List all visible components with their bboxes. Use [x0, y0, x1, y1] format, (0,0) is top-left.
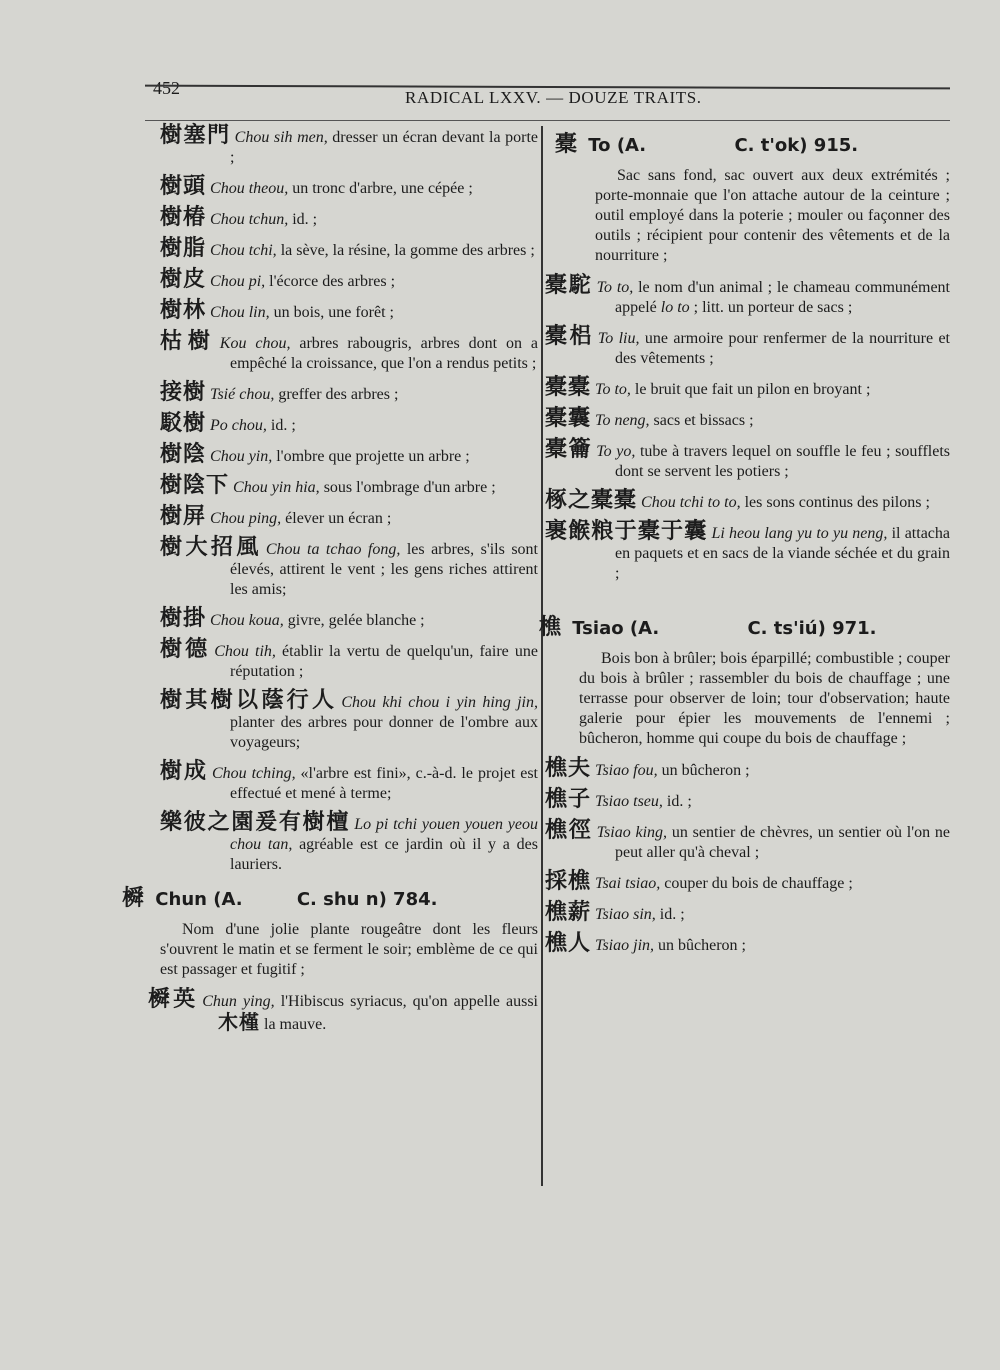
dictionary-entry	[545, 787, 950, 812]
dictionary-entry	[160, 473, 538, 498]
entry-hanzi: 樹塞門	[160, 123, 231, 148]
entry-romanization: To to,	[595, 381, 631, 398]
dictionary-entry	[160, 123, 539, 168]
entry-hanzi: 樹椿	[160, 205, 207, 230]
entry-text: les arbres, s'ils sont élevés, attirent le vent ; les gens riches attirent les amis;	[230, 541, 538, 598]
dictionary-entry	[160, 329, 538, 374]
entry-romanization: Chun ying,	[202, 993, 275, 1010]
dictionary-entry	[545, 931, 950, 956]
entry-hanzi: 橐駝	[545, 273, 593, 298]
dictionary-entry	[545, 488, 950, 513]
entry-text: le nom d'un animal ; le chameau communément appelé	[615, 279, 950, 316]
dictionary-entry	[160, 810, 538, 875]
entry-romanization: Tsiao jin,	[595, 937, 655, 954]
section-title: To (A.	[588, 135, 647, 156]
dictionary-entry	[160, 688, 538, 753]
entry-romanization: Chou ping,	[210, 510, 282, 527]
entry-text: greffer des arbres ;	[274, 386, 399, 403]
entry-text: ; litt. un porteur de sacs ;	[689, 299, 853, 316]
entry-romanization: Tsié chou,	[210, 386, 275, 403]
dictionary-entry	[160, 606, 538, 631]
entry-hanzi: 樹脂	[160, 236, 207, 261]
entry-romanization: Chou ta tchao fong,	[265, 541, 401, 558]
section-code: C. shu n) 784.	[296, 889, 438, 910]
entry-text: le bruit que fait un pilon en broyant ;	[630, 381, 871, 398]
entry-romanization: Kou chou,	[219, 335, 291, 352]
entry-inline-hanzi: 木槿	[218, 1010, 260, 1034]
dictionary-entry	[160, 411, 538, 436]
dictionary-entry	[160, 267, 538, 292]
entry-romanization: Chou yin hia,	[233, 479, 320, 496]
right-column	[539, 132, 950, 965]
dictionary-entry	[545, 437, 950, 482]
dictionary-entry	[160, 174, 538, 199]
entry-hanzi: 樵人	[545, 931, 592, 956]
entry-romanization: Chou yin,	[210, 448, 273, 465]
entry-hanzi: 樂彼之園爰有樹檀	[160, 810, 351, 835]
entry-hanzi: 接樹	[160, 380, 207, 405]
dictionary-entry	[160, 236, 538, 261]
radical-char: 橐	[555, 132, 579, 157]
dictionary-entry	[160, 380, 538, 405]
entry-text: id. ;	[655, 906, 685, 923]
entry-hanzi: 樵子	[545, 787, 592, 812]
entry-text: tube à travers lequel on souffle le feu ; soufflets dont se servent les potiers ;	[615, 443, 950, 480]
entry-romanization: Chou tchi to to,	[641, 494, 741, 511]
entry-hanzi: 樹陰下	[160, 473, 230, 498]
entry-hanzi: 採樵	[545, 869, 592, 894]
entry-romanization: To neng,	[595, 412, 650, 429]
entry-hanzi: 橓英	[148, 987, 199, 1012]
entry-romanization: Li heou lang yu to yu neng,	[711, 525, 888, 542]
header-rule-lower	[145, 120, 950, 121]
entry-text: la sève, la résine, la gomme des arbres ;	[276, 242, 535, 259]
dictionary-entry	[160, 637, 538, 682]
entry-romanization: To yo,	[596, 443, 636, 460]
page-number: 452	[153, 78, 180, 98]
entry-text: établir la vertu de quelqu'un, faire une réputation ;	[230, 643, 538, 680]
entry-text: planter des arbres pour donner de l'ombre aux voyageurs;	[230, 714, 538, 751]
dictionary-entry	[545, 818, 950, 863]
section-title: Chun (A.	[155, 889, 243, 910]
entry-text: l'Hibiscus syriacus, qu'on appelle aussi	[274, 993, 538, 1010]
entry-hanzi: 樹其樹以蔭行人	[160, 688, 338, 713]
dictionary-entry	[545, 519, 950, 584]
entry-romanization: Chou sih men,	[234, 129, 328, 146]
entry-hanzi: 樹林	[160, 298, 207, 323]
radical-char: 橓	[122, 886, 146, 911]
entry-text: «l'arbre est fini», c.-à-d. le projet est effectué et mené à terme;	[230, 765, 538, 802]
entry-text: un bûcheron ;	[657, 762, 750, 779]
entry-romanization: Chou pi,	[210, 273, 266, 290]
entry-text: l'écorce des arbres ;	[265, 273, 396, 290]
dictionary-entry	[160, 759, 538, 804]
section-code: C. t'ok) 915.	[734, 135, 859, 156]
dictionary-entry	[545, 900, 950, 925]
entry-text: un bûcheron ;	[654, 937, 746, 954]
dictionary-entry	[160, 442, 538, 467]
dictionary-entry	[160, 504, 538, 529]
running-title: RADICAL LXXV. — DOUZE TRAITS.	[405, 88, 702, 107]
entry-romanization: Tsiao sin,	[595, 906, 656, 923]
entry-romanization: Chou tih,	[214, 643, 276, 660]
radical-char: 樵	[539, 615, 563, 640]
column-divider	[541, 126, 543, 1186]
entry-romanization: Tsiao tseu,	[595, 793, 663, 810]
entry-text: un bois, une forêt ;	[269, 304, 394, 321]
entry-hanzi: 樹頭	[160, 174, 207, 199]
entry-romanization: Po chou,	[210, 417, 267, 434]
entry-text: arbres rabougris, arbres dont on a empêché la croissance, que l'on a rendus petits ;	[230, 335, 538, 372]
entry-romanization: To to,	[596, 279, 634, 296]
entry-hanzi: 樹掛	[160, 606, 207, 631]
entry-hanzi: 樵薪	[545, 900, 592, 925]
entry-romanization: Chou lin,	[210, 304, 270, 321]
entry-hanzi: 椓之橐橐	[545, 488, 638, 513]
entry-text: un tronc d'arbre, une cépée ;	[288, 180, 473, 197]
dictionary-entry	[148, 987, 538, 1035]
entry-romanization: To liu,	[597, 330, 640, 347]
dictionary-entry	[545, 869, 950, 894]
entry-text: agréable est ce jardin où il y a des lauriers.	[230, 836, 538, 873]
section-head-to	[555, 132, 950, 157]
entry-romanization: Chou tching,	[211, 765, 296, 782]
entry-hanzi: 樹成	[160, 759, 208, 784]
entry-romanization: Chou khi chou i yin hing jin,	[341, 694, 538, 711]
dictionary-entry	[545, 375, 950, 400]
entry-hanzi: 橐梠	[545, 324, 594, 349]
entry-romanization: Chou koua,	[210, 612, 284, 629]
entry-text: id. ;	[288, 211, 318, 228]
section-definition: Nom d'une jolie plante rougeâtre dont les fleurs s'ouvrent le matin et se ferment le soir; emblème de ce qui est passager et fugitif ;	[160, 921, 538, 978]
section-title: Tsiao (A.	[572, 618, 660, 639]
entry-hanzi: 裹餱粮于橐于囊	[545, 519, 708, 544]
dictionary-entry	[160, 535, 538, 600]
entry-text: sous l'ombrage d'un arbre ;	[319, 479, 496, 496]
entry-romanization: lo to	[660, 299, 690, 316]
entry-romanization: Chou tchi,	[210, 242, 277, 259]
dictionary-entry	[160, 205, 538, 230]
entry-romanization: Tsiao king,	[596, 824, 668, 841]
entry-text: dresser un écran devant la porte ;	[230, 129, 539, 166]
entry-romanization: Lo pi tchi youen youen yeou chou tan,	[230, 816, 538, 853]
entry-hanzi: 樵徑	[545, 818, 593, 843]
dictionary-entry	[160, 298, 538, 323]
dictionary-entry	[545, 406, 950, 431]
entry-romanization: Chou tchun,	[210, 211, 289, 228]
entry-text: une armoire pour renfermer de la nourriture et des vêtements ;	[615, 330, 950, 367]
tsiao-entry-list	[545, 756, 950, 956]
entry-text: il attacha en paquets et en sacs de la viande séchée et du grain ;	[615, 525, 950, 582]
dictionary-entry	[545, 273, 950, 318]
entry-hanzi: 樹德	[160, 637, 211, 662]
to-entry-list	[545, 273, 950, 584]
section-head-tsiao	[539, 615, 950, 640]
left-entry-list	[160, 123, 539, 875]
entry-hanzi: 橐橐	[545, 375, 592, 400]
entry-text: un sentier de chèvres, un sentier où l'on ne peut aller qu'à cheval ;	[615, 824, 950, 861]
entry-text: sacs et bissacs ;	[649, 412, 754, 429]
entry-hanzi: 橐囊	[545, 406, 592, 431]
entry-text: givre, gelée blanche ;	[283, 612, 425, 629]
entry-romanization: Chou theou,	[210, 180, 289, 197]
section-head-chun	[122, 886, 538, 911]
entry-romanization: Tsai tsiao,	[595, 875, 661, 892]
entry-text: couper du bois de chauffage ;	[660, 875, 853, 892]
entry-hanzi: 樹大招風	[160, 535, 262, 560]
entry-romanization: Tsiao fou,	[595, 762, 658, 779]
entry-text: la mauve.	[264, 1016, 327, 1033]
dictionary-entry	[545, 324, 950, 369]
entry-hanzi: 樹屏	[160, 504, 207, 529]
entry-text: élever un écran ;	[281, 510, 392, 527]
entry-hanzi: 枯樹	[160, 329, 216, 354]
dictionary-entry	[545, 756, 950, 781]
entry-hanzi: 樹皮	[160, 267, 207, 292]
left-column	[122, 123, 539, 1044]
entry-text: l'ombre que projette un arbre ;	[272, 448, 470, 465]
section-definition: Bois bon à brûler; bois éparpillé; combustible ; couper du bois à brûler ; rassembler du bois de chauffage ; une terrasse pour observer de loin; tour d'observation; haute galerie pour épier les mouvements de l'ennemi ; bûcheron, homme qui coupe du bois de chauffage ;	[579, 650, 950, 747]
section-definition: Sac sans fond, sac ouvert aux deux extrémités ; porte-monnaie que l'on attache autour de la ceinture ; outil employé dans la poterie ; mouler ou façonner des outils ; récipient pour contenir des vêtements et de la nourriture ;	[595, 167, 950, 264]
entry-hanzi: 樹陰	[160, 442, 207, 467]
entry-text: id. ;	[266, 417, 296, 434]
entry-hanzi: 駁樹	[160, 411, 207, 436]
entry-hanzi: 樵夫	[545, 756, 592, 781]
section-code: C. ts'iú) 971.	[747, 618, 877, 639]
entry-hanzi: 橐籥	[545, 437, 593, 462]
entry-text: id. ;	[662, 793, 692, 810]
entry-text: les sons continus des pilons ;	[740, 494, 930, 511]
